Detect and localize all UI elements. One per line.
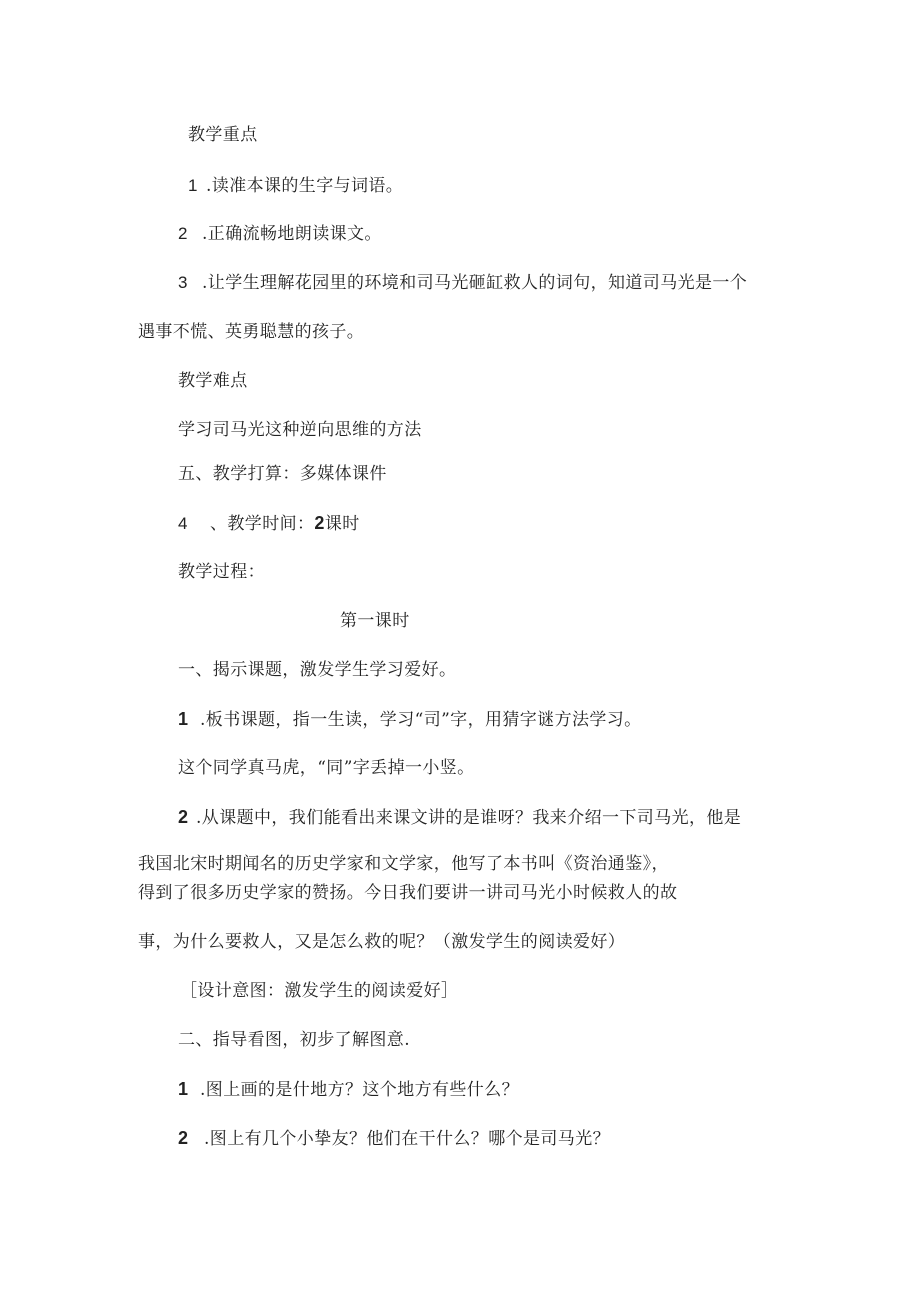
teaching-time-label: 、教学时间： [210,514,315,534]
key-point-3-number: 3 [178,273,188,292]
key-point-1-number: 1 [188,176,198,195]
key-point-3-text: .让学生理解花园里的环境和司马光砸缸救人的词句，知道司马光是一个 [202,273,748,293]
key-point-1 [188,175,403,197]
question-2-number: 2 [178,1128,189,1148]
process-heading: 教学过程： [178,562,265,582]
key-point-1-text: .读准本课的生字与词语。 [206,176,404,196]
step-1-text: .板书课题，指一生读，学习“司”字，用猜字谜方法学习。 [200,710,642,730]
step-2 [178,806,741,829]
difficulty-text: 学习司马光这种逆向思维的方法 [178,420,422,440]
lesson-title: 第一课时 [340,611,410,631]
question-1 [178,1078,519,1101]
teaching-time [178,512,360,535]
step-2-number: 2 [178,807,189,827]
key-point-2 [178,223,382,245]
step-2-line-3: 得到了很多历史学家的赞扬。今日我们要讲一讲司马光小时候救人的故 [138,883,678,903]
key-point-2-number: 2 [178,224,188,243]
teaching-time-number: 4 [178,514,188,533]
heading-difficulty: 教学难点 [178,371,248,391]
preparation: 五、教学打算：多媒体课件 [178,464,387,484]
section-one-heading: 一、揭示课题，激发学生学习爱好。 [178,660,457,680]
teaching-time-unit: 课时 [324,514,360,534]
question-2 [178,1127,610,1150]
step-1-note: 这个同学真马虎，“同”字丢掉一小竖。 [178,758,475,778]
question-1-text: .图上画的是什地方？这个地方有些什么？ [200,1080,520,1100]
design-intent: ［设计意图：激发学生的阅读爱好］ [180,981,459,1001]
step-1 [178,708,642,731]
step-1-number: 1 [178,709,189,729]
key-point-3-continued: 遇事不慌、英勇聪慧的孩子。 [138,322,365,342]
heading-key-points: 教学重点 [188,125,258,145]
key-point-3 [178,272,747,294]
step-2-text: .从课题中，我们能看出来课文讲的是谁呀？我来介绍一下司马光，他是 [196,808,742,828]
section-two-heading: 二、指导看图，初步了解图意. [178,1030,411,1050]
question-2-text: .图上有几个小挚友？他们在干什么？哪个是司马光？ [204,1129,611,1149]
teaching-time-value: 2 [314,513,325,533]
key-point-2-text: .正确流畅地朗读课文。 [202,224,382,244]
question-1-number: 1 [178,1079,189,1099]
step-2-line-4: 事，为什么要救人，又是怎么救的呢？（激发学生的阅读爱好） [138,932,626,952]
step-2-line-2: 我国北宋时期闻名的历史学家和文学家，他写了本书叫《资治通鉴》， [138,854,669,874]
